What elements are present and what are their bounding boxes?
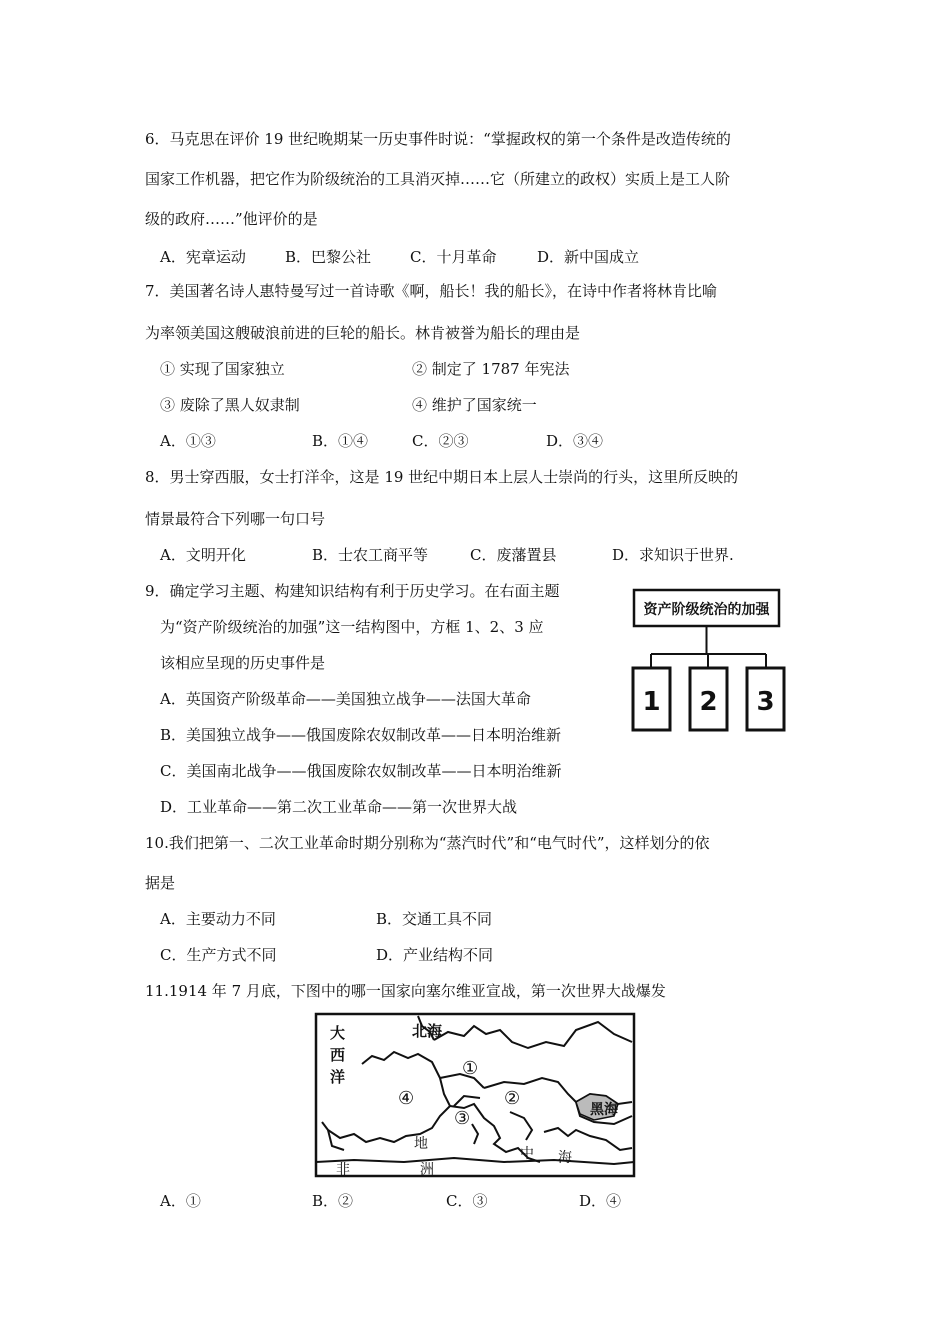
map-label-fei: 非 — [336, 1162, 350, 1178]
question-7-line-2: 为率领美国这艘破浪前进的巨轮的船长。林肯被誉为船长的理由是 — [145, 324, 581, 342]
question-6-line-2: 国家工作机器，把它作为阶级统治的工具消灭掉……它（所建立的政权）实质上是工人阶 — [145, 170, 731, 188]
map-label-yang: 洋 — [330, 1068, 346, 1086]
map-label-black-sea: 黑海 — [590, 1102, 618, 1118]
question-11-option-b: B．② — [312, 1192, 354, 1210]
question-9-option-b: B．美国独立战争——俄国废除农奴制改革——日本明治维新 — [160, 726, 562, 744]
diagram-title: 资产阶级统治的加强 — [643, 602, 770, 618]
diagram-box-1-label: 1 — [642, 687, 661, 717]
diagram-box-3-label: 3 — [756, 687, 775, 717]
map-label-di: 地 — [414, 1136, 428, 1152]
question-9-line-2: 为“资产阶级统治的加强”这一结构图中，方框 1、2、3 应 — [160, 618, 544, 636]
question-6-option-b: B．巴黎公社 — [285, 248, 372, 266]
map-label-hai: 海 — [558, 1150, 572, 1166]
question-6-option-c: C．十月革命 — [410, 248, 497, 266]
map-label-da: 大 — [330, 1024, 346, 1042]
question-8-option-b: B．士农工商平等 — [312, 546, 429, 564]
question-9-option-c: C．美国南北战争——俄国废除农奴制改革——日本明治维新 — [160, 762, 562, 780]
question-11-option-d: D．④ — [579, 1192, 622, 1210]
question-10-line-2: 据是 — [145, 874, 176, 892]
question-7-option-d: D．③④ — [546, 432, 604, 450]
question-10-option-a: A．主要动力不同 — [160, 910, 276, 928]
map-label-zhong: 中 — [520, 1146, 534, 1162]
question-8-option-a: A．文明开化 — [160, 546, 246, 564]
europe-map — [314, 1012, 636, 1178]
question-7-option-b: B．①④ — [312, 432, 369, 450]
question-7-line-1: 7．美国著名诗人惠特曼写过一首诗歌《啊，船长！我的船长》，在诗中作者将林肯比喻 — [145, 282, 718, 300]
question-9-option-d: D．工业革命——第二次工业革命——第一次世界大战 — [160, 798, 518, 816]
question-7-option-c: C．②③ — [412, 432, 469, 450]
map-marker-4: ④ — [398, 1088, 415, 1109]
question-7-statement-1: ① 实现了国家独立 — [160, 360, 285, 378]
question-9-line-3: 该相应呈现的历史事件是 — [160, 654, 326, 672]
question-10-line-1: 10.我们把第一、二次工业革命时期分别称为“蒸汽时代”和“电气时代”，这样划分的依 — [145, 834, 710, 852]
map-marker-2: ② — [504, 1088, 521, 1109]
structure-diagram — [628, 582, 788, 740]
map-marker-3: ③ — [454, 1108, 471, 1129]
question-8-option-c: C．废藩置县 — [470, 546, 557, 564]
question-8-option-d: D．求知识于世界. — [612, 546, 734, 564]
question-9-option-a: A．英国资产阶级革命——美国独立战争——法国大革命 — [160, 690, 531, 708]
question-8-line-2: 情景最符合下列哪一句口号 — [145, 510, 326, 528]
question-8-line-1: 8．男士穿西服，女士打洋伞，这是 19 世纪中期日本上层人士崇尚的行头，这里所反映的 — [145, 468, 739, 486]
question-11-line-1: 11.1914 年 7 月底，下图中的哪一国家向塞尔维亚宣战，第一次世界大战爆发 — [145, 982, 666, 1000]
question-7-option-a: A．①③ — [160, 432, 216, 450]
question-6-line-3: 级的政府……”他评价的是 — [145, 210, 318, 228]
question-6-line-1: 6．马克思在评价 19 世纪晚期某一历史事件时说：“掌握政权的第一个条件是改造传统的 — [145, 130, 731, 148]
question-10-option-c: C．生产方式不同 — [160, 946, 277, 964]
question-11-option-a: A．① — [160, 1192, 201, 1210]
question-11-option-c: C．③ — [446, 1192, 488, 1210]
map-label-zhou: 洲 — [420, 1162, 434, 1178]
question-6-option-a: A．宪章运动 — [160, 248, 246, 266]
question-10-option-d: D．产业结构不同 — [376, 946, 494, 964]
diagram-box-2-label: 2 — [699, 687, 718, 717]
question-6-option-d: D．新中国成立 — [537, 248, 640, 266]
question-7-statement-4: ④ 维护了国家统一 — [412, 396, 537, 414]
map-label-north-sea: 北海 — [412, 1022, 443, 1040]
question-7-statement-2: ② 制定了 1787 年宪法 — [412, 360, 570, 378]
question-10-option-b: B．交通工具不同 — [376, 910, 493, 928]
question-7-statement-3: ③ 废除了黑人奴隶制 — [160, 396, 300, 414]
map-marker-1: ① — [462, 1058, 479, 1079]
question-9-line-1: 9．确定学习主题、构建知识结构有利于历史学习。在右面主题 — [145, 582, 560, 600]
map-label-xi: 西 — [330, 1046, 346, 1064]
